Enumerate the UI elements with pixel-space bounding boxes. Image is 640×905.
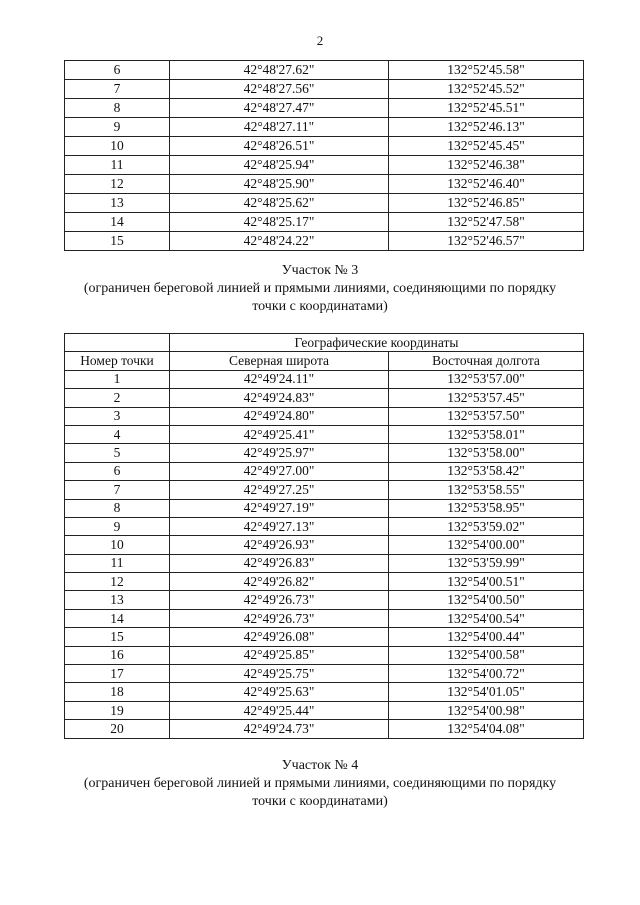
point-number-cell: 10 (65, 137, 170, 156)
column-header-east-longitude: Восточная долгота (389, 352, 584, 370)
north-latitude-cell: 42°49'24.11" (170, 370, 389, 388)
east-longitude-cell: 132°54'00.72" (389, 665, 584, 683)
point-number-cell: 7 (65, 481, 170, 499)
table-row (65, 370, 584, 388)
section-3-heading (40, 262, 600, 316)
point-number-cell: 16 (65, 646, 170, 664)
table-row (65, 99, 584, 118)
point-number-cell: 12 (65, 573, 170, 591)
table-row (65, 720, 584, 738)
point-number-cell: 8 (65, 499, 170, 517)
point-number-cell: 7 (65, 80, 170, 99)
north-latitude-cell: 42°49'24.80" (170, 407, 389, 425)
north-latitude-cell: 42°49'26.08" (170, 628, 389, 646)
east-longitude-cell: 132°52'45.51" (389, 99, 584, 118)
table-row (65, 118, 584, 137)
east-longitude-cell: 132°53'58.01" (389, 425, 584, 443)
north-latitude-cell: 42°48'25.90" (170, 175, 389, 194)
east-longitude-cell: 132°53'59.99" (389, 554, 584, 572)
section-description: (ограничен береговой линией и прямыми линиями, соединяющими по порядку (83, 281, 557, 296)
north-latitude-cell: 42°48'27.62" (170, 61, 389, 80)
table-row (65, 536, 584, 554)
north-latitude-cell: 42°49'26.93" (170, 536, 389, 554)
north-latitude-cell: 42°48'27.11" (170, 118, 389, 137)
section-title: Участок № 4 (281, 758, 359, 773)
point-number-cell: 15 (65, 628, 170, 646)
point-number-cell: 17 (65, 665, 170, 683)
table-row (65, 175, 584, 194)
east-longitude-cell: 132°52'46.13" (389, 118, 584, 137)
point-number-cell: 20 (65, 720, 170, 738)
east-longitude-cell: 132°54'00.00" (389, 536, 584, 554)
table-row (65, 591, 584, 609)
east-longitude-cell: 132°52'46.38" (389, 156, 584, 175)
column-header-point-number: Номер точки (65, 352, 170, 370)
table-row (65, 481, 584, 499)
table-row (65, 683, 584, 701)
point-number-cell: 13 (65, 591, 170, 609)
north-latitude-cell: 42°49'27.25" (170, 481, 389, 499)
section-description: (ограничен береговой линией и прямыми линиями, соединяющими по порядку (83, 776, 557, 791)
section-4-heading (40, 757, 600, 811)
page-number: 2 (316, 33, 324, 48)
east-longitude-cell: 132°52'45.52" (389, 80, 584, 99)
table-row (65, 646, 584, 664)
north-latitude-cell: 42°49'27.00" (170, 462, 389, 480)
east-longitude-cell: 132°54'00.44" (389, 628, 584, 646)
east-longitude-cell: 132°54'00.50" (389, 591, 584, 609)
table-body (65, 61, 584, 251)
table-row (65, 665, 584, 683)
north-latitude-cell: 42°49'27.19" (170, 499, 389, 517)
east-longitude-cell: 132°53'58.95" (389, 499, 584, 517)
north-latitude-cell: 42°48'25.17" (170, 213, 389, 232)
east-longitude-cell: 132°54'00.54" (389, 609, 584, 627)
coordinates-table-section-2 (64, 60, 584, 251)
table-row (65, 232, 584, 251)
north-latitude-cell: 42°49'26.82" (170, 573, 389, 591)
north-latitude-cell: 42°49'25.97" (170, 444, 389, 462)
point-number-cell: 9 (65, 517, 170, 535)
point-number-cell: 4 (65, 425, 170, 443)
table-row (65, 499, 584, 517)
point-number-cell: 6 (65, 61, 170, 80)
table-row (65, 156, 584, 175)
table-row (65, 444, 584, 462)
east-longitude-cell: 132°53'58.55" (389, 481, 584, 499)
point-number-cell: 9 (65, 118, 170, 137)
point-number-cell: 18 (65, 683, 170, 701)
point-number-cell: 5 (65, 444, 170, 462)
point-number-cell: 19 (65, 701, 170, 719)
table-row (65, 701, 584, 719)
east-longitude-cell: 132°52'46.40" (389, 175, 584, 194)
point-number-cell: 11 (65, 156, 170, 175)
east-longitude-cell: 132°53'58.00" (389, 444, 584, 462)
point-number-cell: 3 (65, 407, 170, 425)
section-description: точки с координатами) (252, 794, 388, 809)
point-number-cell: 11 (65, 554, 170, 572)
table-row (65, 609, 584, 627)
section-title: Участок № 3 (281, 263, 359, 278)
point-number-cell: 10 (65, 536, 170, 554)
table-body (65, 370, 584, 738)
north-latitude-cell: 42°49'27.13" (170, 517, 389, 535)
section-description: точки с координатами) (252, 299, 388, 314)
north-latitude-cell: 42°48'25.62" (170, 194, 389, 213)
north-latitude-cell: 42°49'26.73" (170, 591, 389, 609)
north-latitude-cell: 42°48'24.22" (170, 232, 389, 251)
table-row (65, 137, 584, 156)
east-longitude-cell: 132°54'00.58" (389, 646, 584, 664)
table-row (65, 407, 584, 425)
group-header: Географические координаты (170, 334, 584, 352)
east-longitude-cell: 132°53'57.45" (389, 389, 584, 407)
table-row (65, 213, 584, 232)
table-row (65, 61, 584, 80)
coordinates-table-section-3 (64, 333, 584, 739)
east-longitude-cell: 132°53'57.00" (389, 370, 584, 388)
point-number-cell: 14 (65, 213, 170, 232)
north-latitude-cell: 42°49'25.41" (170, 425, 389, 443)
east-longitude-cell: 132°52'45.45" (389, 137, 584, 156)
north-latitude-cell: 42°49'25.63" (170, 683, 389, 701)
east-longitude-cell: 132°52'47.58" (389, 213, 584, 232)
east-longitude-cell: 132°52'46.85" (389, 194, 584, 213)
point-number-cell: 8 (65, 99, 170, 118)
north-latitude-cell: 42°48'25.94" (170, 156, 389, 175)
table-row (65, 194, 584, 213)
point-number-cell: 1 (65, 370, 170, 388)
header-empty-cell (65, 334, 170, 352)
east-longitude-cell: 132°53'58.42" (389, 462, 584, 480)
north-latitude-cell: 42°49'26.83" (170, 554, 389, 572)
north-latitude-cell: 42°49'25.85" (170, 646, 389, 664)
north-latitude-cell: 42°48'26.51" (170, 137, 389, 156)
table-row (65, 462, 584, 480)
table-header (65, 334, 584, 371)
north-latitude-cell: 42°49'25.44" (170, 701, 389, 719)
table-row (65, 628, 584, 646)
table-row (65, 425, 584, 443)
east-longitude-cell: 132°52'46.57" (389, 232, 584, 251)
north-latitude-cell: 42°49'25.75" (170, 665, 389, 683)
north-latitude-cell: 42°48'27.47" (170, 99, 389, 118)
column-header-north-latitude: Северная широта (170, 352, 389, 370)
point-number-cell: 13 (65, 194, 170, 213)
east-longitude-cell: 132°54'01.05" (389, 683, 584, 701)
east-longitude-cell: 132°52'45.58" (389, 61, 584, 80)
north-latitude-cell: 42°49'24.73" (170, 720, 389, 738)
east-longitude-cell: 132°53'57.50" (389, 407, 584, 425)
north-latitude-cell: 42°48'27.56" (170, 80, 389, 99)
table-row (65, 80, 584, 99)
point-number-cell: 15 (65, 232, 170, 251)
east-longitude-cell: 132°53'59.02" (389, 517, 584, 535)
north-latitude-cell: 42°49'26.73" (170, 609, 389, 627)
table-row (65, 554, 584, 572)
north-latitude-cell: 42°49'24.83" (170, 389, 389, 407)
point-number-cell: 2 (65, 389, 170, 407)
point-number-cell: 12 (65, 175, 170, 194)
table-row (65, 517, 584, 535)
table-row (65, 573, 584, 591)
point-number-cell: 14 (65, 609, 170, 627)
point-number-cell: 6 (65, 462, 170, 480)
east-longitude-cell: 132°54'00.98" (389, 701, 584, 719)
east-longitude-cell: 132°54'00.51" (389, 573, 584, 591)
table-row (65, 389, 584, 407)
east-longitude-cell: 132°54'04.08" (389, 720, 584, 738)
